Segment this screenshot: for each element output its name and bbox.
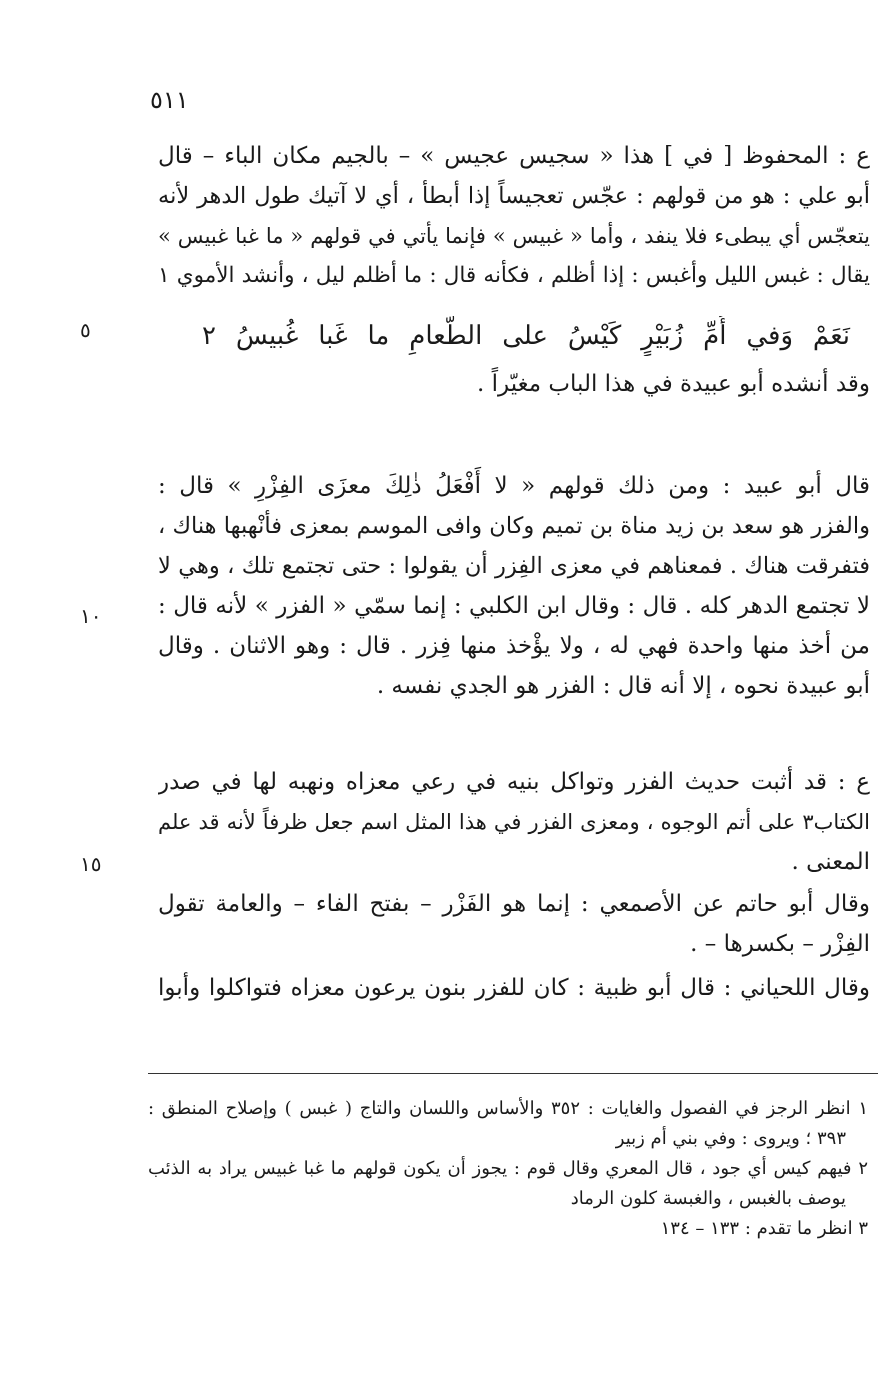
text-line: لا تجتمع الدهر كله . قال : وقال ابن الكلبي : إنما سمّي « الفزر » لأنه قال : [158,593,870,619]
text-line: وقال اللحياني : قال أبو ظبية : كان للفزر بنون يرعون معزاه فتواكلوا وأبوا [158,975,870,1001]
text-line: وقد أنشده أبو عبيدة في هذا الباب مغيّراً . [477,371,870,397]
paragraph-verse-note [158,364,870,404]
verse-line: نَعَمْ وَفي أُمِّ زُبَيْرٍ كَيْسُ على الطَّعامِ ما غَبا غُبيسُ ٢ [202,321,850,351]
paragraph-abu-hatim [158,884,870,964]
footnote-line: يوصف بالغبس ، والغبسة كلون الرماد [570,1188,846,1209]
text-line: فتفرقت هناك . فمعناهم في معزى الفِزر أن يقولوا : حتى تجتمع تلك ، وهي لا [158,553,870,579]
line-number-10: ١٠ [80,604,102,628]
line-number-5: ٥ [80,318,91,342]
paragraph-abu-ubayd [158,466,870,706]
poem-verse [158,316,870,356]
paragraph-lihyani [158,968,870,1008]
text-line: قال أبو عبيد : ومن ذلك قولهم « لا أَفْعَلُ ذٰلِكَ معزَى الفِزْرِ » قال : [158,473,870,499]
text-line: وقال أبو حاتم عن الأصمعي : إنما هو الفَزْر – بفتح الفاء – والعامة تقول [158,891,870,917]
footnote-line: ٣ انظر ما تقدم : ١٣٣ – ١٣٤ [660,1218,868,1239]
line-number-15: ١٥ [80,852,102,876]
footnotes [148,1094,868,1244]
text-line: أبو عبيدة نحوه ، إلا أنه قال : الفزر هو الجدي نفسه . [376,673,870,699]
text-line: يقال : غبس الليل وأغبس : إذا أظلم ، فكأنه قال : ما أظلم ليل ، وأنشد الأموي ١ [158,263,870,288]
footnote-line: ٢ فيهم كيس أي جود ، قال المعري وقال قوم : يجوز أن يكون قولهم ما غبا غبيس يراد به الذئب [148,1158,868,1179]
text-line: من أخذ منها واحدة فهي له ، ولا يؤْخذ منها فِزر . قال : وهو الاثنان . وقال [158,633,870,659]
paragraph-commentary-1 [158,136,870,296]
footnote-divider [148,1073,878,1074]
text-line: الكتاب٣ على أتم الوجوه ، ومعزى الفزر في هذا المثل اسم جعل ظرفاً لأنه قد علم [158,810,870,834]
text-line: أبو علي : هو من قولهم : عجّس تعجيساً إذا أبطأ ، أي لا آتيك طول الدهر لأنه [158,183,870,209]
text-line: الفِزْر – بكسرها – . [690,931,870,957]
text-line: ع : قد أثبت حديث الفزر وتواكل بنيه في رعي معزاه ونهبه لها في صدر [158,769,870,795]
footnote-line: ١ انظر الرجز في الفصول والغايات : ٣٥٢ والأساس واللسان والتاج ( غبس ) وإصلاح المنطق : [148,1098,868,1119]
text-line: والفزر هو سعد بن زيد مناة بن تميم وكان وافى الموسم بمعزى فأنْهبها هناك ، [158,513,870,539]
page-number: ٥١١ [150,86,189,114]
paragraph-commentary-2 [158,762,870,882]
text-line: ع : المحفوظ [ في ] هذا « سجيس عجيس » – بالجيم مكان الباء – قال [158,143,870,169]
text-line: يتعجّس أي يبطىء فلا ينفد ، وأما « غبيس » فإنما يأتي في قولهم « ما غبا غبيس » [158,224,870,248]
footnote-line: ٣٩٣ ؛ ويروى : وفي بني أم زبير [615,1128,846,1149]
text-line: المعنى . [791,849,870,875]
